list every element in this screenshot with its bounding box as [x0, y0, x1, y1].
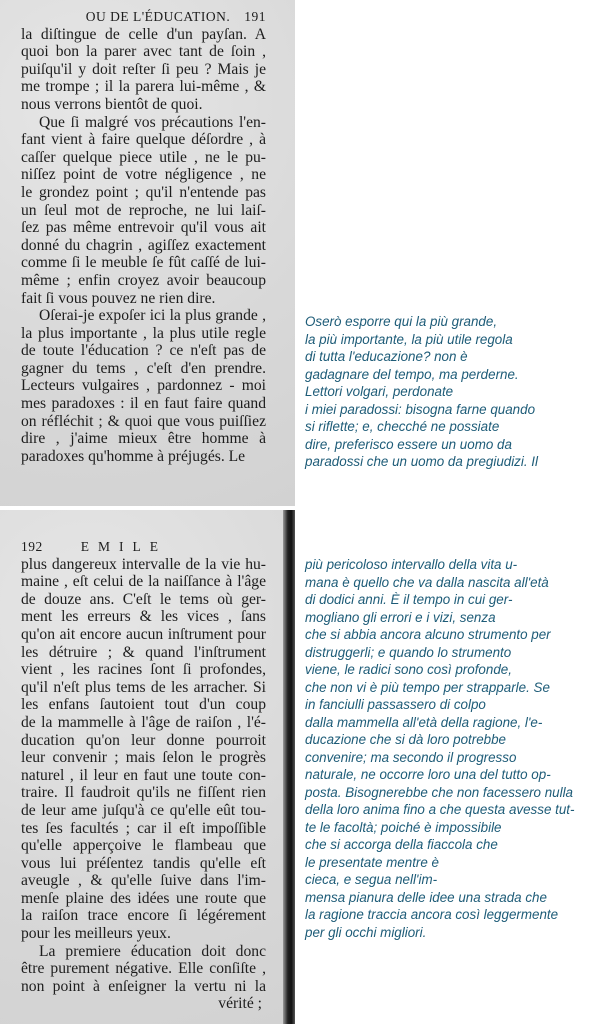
- text-line: donné du chagrin , agiſſez exactement: [21, 236, 266, 254]
- text-line: aveugle , & qu'elle ſuive dans l'im-: [21, 872, 266, 890]
- translation-line: la più importante, la più utile regola: [305, 331, 513, 347]
- text-line: les détruire ; & quand l'inſtrument: [21, 643, 266, 661]
- text-line: les enfans ſautoient tout d'un coup: [21, 696, 266, 714]
- paragraph: [21, 26, 266, 114]
- text-line: me trompe ; il la parera lui-même , &: [21, 78, 266, 96]
- translation-line: dire, preferisco essere un uomo da: [305, 436, 512, 452]
- translation-line: per gli occhi migliori.: [305, 924, 427, 940]
- translation-line: che non vi è più tempo per strapparle. Se: [305, 679, 550, 695]
- translation-line: distruggerli; e quando lo strumento: [305, 644, 512, 660]
- page-192-text: [21, 538, 266, 1013]
- translation-bottom: [305, 556, 597, 941]
- text-line: vient , les racines ſont ſi profondes,: [21, 661, 266, 679]
- running-head-title: EMILE: [80, 539, 167, 554]
- page-number: 192: [21, 539, 43, 554]
- translation-line: Oserò esporre qui la più grande,: [305, 314, 498, 329]
- translation-line: ducazione che si dà loro potrebbe: [305, 732, 506, 747]
- paragraph: [21, 556, 266, 943]
- text-line: le grondez point ; qu'il n'entende pas: [21, 183, 266, 201]
- book-spine-shadow: [283, 510, 295, 1024]
- translation-line: si riflette; e, checché ne possiate: [305, 419, 500, 434]
- translation-line: Lettori volgari, perdonate: [305, 384, 454, 399]
- translation-line: mana è quello che va dalla nascita all'età: [305, 574, 549, 590]
- scan-page-191: [0, 0, 295, 506]
- translation-line: cieca, e segua nell'im-: [305, 872, 438, 887]
- translation-line: posta. Bisognerebbe che non facessero nulla: [305, 784, 573, 800]
- translation-line: che si abbia ancora alcuno strumento per: [305, 627, 551, 642]
- translation-line: le presentate mentre è: [305, 854, 439, 870]
- text-line: La premiere éducation doit donc: [39, 942, 266, 960]
- translation-line: gadagnare del tempo, ma perderne.: [305, 366, 519, 382]
- translation-line: viene, le radici sono così profonde,: [305, 662, 512, 677]
- translation-line: della loro anima fino a che questa avesse tut-: [305, 802, 575, 817]
- page-number: 191: [244, 9, 266, 24]
- paragraph: [21, 307, 266, 465]
- text-line: qu'on ait encore aucun inſtrument pour: [21, 625, 266, 643]
- translation-line: più pericoloso intervallo della vita u-: [305, 557, 518, 572]
- translation-line: naturale, ne occorre loro una del tutto op-: [305, 767, 551, 782]
- running-head-title: OU DE L'ÉDUCATION.: [85, 9, 231, 24]
- translation-line: mogliano gli errori e i vizi, senza: [305, 609, 496, 625]
- translation-line: paradossi che un uomo da pregiudizi. Il: [305, 454, 538, 469]
- translation-line: in fanciulli passassero di colpo: [305, 697, 486, 712]
- text-line: menſe plaine des idées une route que: [21, 889, 266, 907]
- text-line: pour les meilleurs yeux.: [21, 925, 171, 943]
- page-191-text: [21, 8, 266, 465]
- text-line: ſez pas même entrevoir qu'il vous ait: [21, 219, 266, 237]
- translation-line: dalla mammella all'età della ragione, l'e-: [305, 714, 543, 730]
- text-line: plus dangereux intervalle de la vie hu-: [21, 555, 266, 573]
- text-line: la raiſon trace encore ſi légérement: [21, 907, 266, 925]
- translation-line: te le facoltà; poiché è impossibile: [305, 819, 502, 835]
- text-line: Que ſi malgré vos précautions l'en-: [39, 113, 266, 131]
- translation-top: [305, 313, 597, 471]
- catchword: vérité ;: [218, 995, 262, 1013]
- text-line: un ſeul mot de reproche, ne lui laiſ-: [21, 201, 266, 219]
- text-line: niſſez point de votre négligence , ne: [21, 166, 266, 184]
- translation-line: convenire; ma secondo il progresso: [305, 749, 517, 765]
- text-line: quoi bon la parer avec tant de ſoin ,: [21, 43, 266, 61]
- translation-line: di dodici anni. È il tempo in cui ger-: [305, 592, 513, 607]
- text-line: caſſer quelque piece utile , ne le pu-: [21, 148, 266, 166]
- translation-line: i miei paradossi: bisogna farne quando: [305, 401, 536, 417]
- text-line: la plus importante , la plus utile regle: [21, 324, 266, 342]
- text-line: être purement négative. Elle conſiſte ,: [21, 960, 266, 978]
- text-line: comme ſi le meuble ſe fût caſſé de lui-: [21, 254, 266, 272]
- text-line: vous lui préſentez tandis qu'elle eſt: [21, 854, 266, 872]
- text-line: fait ſi vous pouvez ne rien dire.: [21, 289, 216, 307]
- scan-page-192: [0, 510, 295, 1024]
- text-line: on réfléchit ; & quoi que vous puiſſiez: [21, 412, 266, 430]
- text-line: traire. Il faudroit qu'ils ne fiſſent rien: [21, 784, 266, 802]
- running-head: [21, 8, 266, 26]
- text-line: ment les erreurs & les vices , ſans: [21, 608, 266, 626]
- translation-line: di tutta l'educazione? non è: [305, 349, 468, 364]
- text-line: de toute l'éducation ? ce n'eſt pas de: [21, 342, 266, 360]
- page-body: [21, 556, 266, 996]
- translation-line: la ragione traccia ancora così leggermente: [305, 907, 559, 922]
- text-line: qu'il n'eſt plus tems de les arracher. Si: [21, 678, 266, 696]
- page-body: [21, 26, 266, 466]
- text-line: maine , eſt celui de la naiſſance à l'âge: [21, 573, 266, 591]
- text-line: la diſtingue de celle d'un payſan. A: [21, 25, 266, 43]
- paragraph: [21, 114, 266, 308]
- text-line: de leur ame juſqu'à ce qu'elle eût tou-: [21, 801, 266, 819]
- text-line: même ; enfin croyez avoir beaucoup: [21, 271, 266, 289]
- text-line: Oſerai-je expoſer ici la plus grande ,: [39, 307, 266, 325]
- text-line: naturel , il leur en faut une toute con-: [21, 766, 266, 784]
- translation-line: mensa pianura delle idee una strada che: [305, 889, 547, 905]
- text-line: tes ſes facultés ; car il eſt impoſſible: [21, 819, 266, 837]
- text-line: qu'elle apperçoive le flambeau que: [21, 837, 266, 855]
- text-line: dire , j'aime mieux être homme à: [21, 430, 266, 448]
- text-line: paradoxes qu'homme à préjugés. Le: [21, 447, 246, 465]
- translation-line: che si accorga della fiaccola che: [305, 837, 498, 852]
- running-head: [21, 538, 266, 556]
- text-line: ducation qu'on leur donne pourroit: [21, 731, 266, 749]
- paragraph: [21, 943, 266, 996]
- text-line: de la mammelle à l'âge de raiſon , l'é-: [21, 713, 266, 731]
- text-line: nous verrons bientôt de quoi.: [21, 95, 203, 113]
- text-line: gagner du tems , c'eſt d'en prendre.: [21, 359, 266, 377]
- text-line: puiſqu'il y doit reſter ſi peu ? Mais je: [21, 60, 266, 78]
- text-line: mes paradoxes : il en faut faire quand: [21, 395, 266, 413]
- text-line: de douze ans. C'eſt le tems où ger-: [21, 590, 266, 608]
- text-line: fant vient à faire quelque déſordre , à: [21, 131, 266, 149]
- text-line: Lecteurs vulgaires , pardonnez - moi: [21, 377, 266, 395]
- text-line: non point à enſeigner la vertu ni la: [21, 977, 266, 995]
- text-line: leur convenir ; mais ſelon le progrès: [21, 749, 266, 767]
